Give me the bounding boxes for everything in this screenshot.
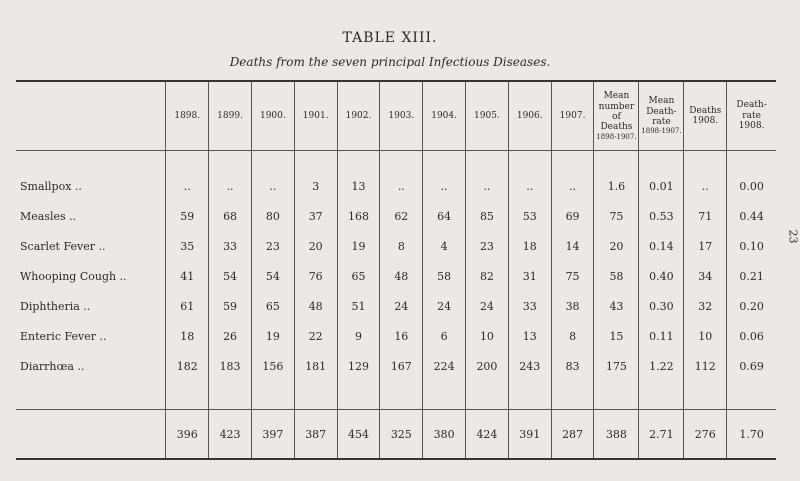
row-label: Enteric Fever .. [20,329,107,343]
table-cell: 20 [594,231,639,261]
total-cell: 1.70 [727,410,776,460]
table-cell: 0.21 [727,261,776,291]
table-cell: 76 [294,261,337,291]
table-cell: 75 [594,201,639,231]
table-cell: 0.01 [639,171,684,201]
header-cell: 1899. [209,81,252,151]
table-cell: 182 [166,351,209,381]
table-cell: 35 [166,231,209,261]
table-row [16,321,776,351]
header-cell: 1902. [337,81,380,151]
table-cell: 38 [551,291,594,321]
row-label: Diphtheria .. [20,299,91,313]
table-cell: 16 [380,321,423,351]
table-cell: 22 [294,321,337,351]
table-cell: 129 [337,351,380,381]
table-cell: 0.53 [639,201,684,231]
table-cell: 17 [684,231,727,261]
table-cell: 0.10 [727,231,776,261]
table-cell: 13 [508,321,551,351]
total-cell: 423 [209,410,252,460]
total-cell: 388 [594,410,639,460]
table-cell: 183 [209,351,252,381]
table-cell: 0.20 [727,291,776,321]
header-cell-sub: 1898-1907. [641,127,682,136]
header-cell: 1905. [466,81,509,151]
table-cell: 10 [684,321,727,351]
table-cell: 23 [251,231,294,261]
table-cell: 8 [551,321,594,351]
table-cell: 32 [684,291,727,321]
table-cell: 13 [337,171,380,201]
table-cell: 0.40 [639,261,684,291]
table-cell: 0.11 [639,321,684,351]
header-row [16,81,776,151]
header-cell: 1898. [166,81,209,151]
table-cell: 26 [209,321,252,351]
header-cell: 1904. [423,81,466,151]
table-cell: .. [380,171,423,201]
table-cell: 82 [466,261,509,291]
table-cell: 54 [251,261,294,291]
table-title: TABLE XIII. [342,30,438,46]
table-cell: 1.22 [639,351,684,381]
table-cell: 43 [594,291,639,321]
table-cell: 15 [594,321,639,351]
table-body [16,151,776,460]
table-cell: 6 [423,321,466,351]
total-cell: 397 [251,410,294,460]
table-cell: 1.6 [594,171,639,201]
table-cell: 18 [508,231,551,261]
table-cell: 200 [466,351,509,381]
table-cell: 75 [551,261,594,291]
table-cell: 0.69 [727,351,776,381]
page-number: 23 [786,229,800,244]
total-cell: 325 [380,410,423,460]
total-cell: 396 [166,410,209,460]
header-label-col [16,81,166,151]
table-cell: 9 [337,321,380,351]
table-cell: 48 [294,291,337,321]
header-cell-sub: 1898-1907. [596,132,637,141]
totals-row [16,410,776,460]
table-cell: 85 [466,201,509,231]
header-cell: 1903. [380,81,423,151]
table-cell: .. [684,171,727,201]
table-cell: 0.30 [639,291,684,321]
header-cell [594,81,639,151]
table-cell: 181 [294,351,337,381]
table-cell: 10 [466,321,509,351]
row-label: Whooping Cough .. [20,269,127,283]
table-cell: 224 [423,351,466,381]
table-cell: 8 [380,231,423,261]
table-cell: 69 [551,201,594,231]
table-cell: 68 [209,201,252,231]
table-cell: 156 [251,351,294,381]
table-cell: 53 [508,201,551,231]
totals-label [16,410,166,460]
table-cell: 71 [684,201,727,231]
deaths-table [16,80,776,460]
header-cell: 1907. [551,81,594,151]
header-cell: 1906. [508,81,551,151]
table-cell: 62 [380,201,423,231]
table-cell: 18 [166,321,209,351]
total-cell: 424 [466,410,509,460]
table-cell: .. [251,171,294,201]
table-cell: 14 [551,231,594,261]
table-cell: .. [166,171,209,201]
table-cell: 80 [251,201,294,231]
table-cell: 243 [508,351,551,381]
table-cell: 83 [551,351,594,381]
table-cell: 20 [294,231,337,261]
row-label: Measles .. [20,209,77,223]
table-cell: 33 [508,291,551,321]
header-cell-label: Mean number of Deaths [598,91,635,133]
table-cell: 0.14 [639,231,684,261]
table-cell: 59 [209,291,252,321]
total-cell: 387 [294,410,337,460]
table-cell: 59 [166,201,209,231]
table-cell: 41 [166,261,209,291]
table-cell: .. [423,171,466,201]
row-label: Diarrhœa .. [20,359,85,373]
table-cell: 58 [594,261,639,291]
table-cell: 3 [294,171,337,201]
table-cell: 175 [594,351,639,381]
table-cell: 23 [466,231,509,261]
header-cell-label: Mean Death-rate [646,96,677,128]
table-cell: 0.06 [727,321,776,351]
header-cell: Deaths 1908. [684,81,727,151]
header-cell [639,81,684,151]
total-cell: 287 [551,410,594,460]
row-label: Smallpox .. [20,179,82,193]
table-cell: 58 [423,261,466,291]
table-cell: 33 [209,231,252,261]
table-row [16,201,776,231]
table-row [16,291,776,321]
total-cell: 2.71 [639,410,684,460]
table-cell: .. [209,171,252,201]
table-subtitle: Deaths from the seven principal Infectious Diseases. [229,55,551,69]
table-cell: 61 [166,291,209,321]
table-cell: 0.44 [727,201,776,231]
table-cell: 168 [337,201,380,231]
table-cell: 24 [466,291,509,321]
table-row [16,231,776,261]
row-label: Scarlet Fever .. [20,239,106,253]
table-row [16,171,776,201]
table-cell: 65 [251,291,294,321]
total-cell: 380 [423,410,466,460]
table-cell: 24 [380,291,423,321]
table-row [16,261,776,291]
table-cell: 0.00 [727,171,776,201]
table-cell: 19 [337,231,380,261]
table-cell: 64 [423,201,466,231]
total-cell: 454 [337,410,380,460]
table-cell: .. [508,171,551,201]
table-cell: .. [551,171,594,201]
table-cell: .. [466,171,509,201]
table-cell: 167 [380,351,423,381]
table-cell: 4 [423,231,466,261]
total-cell: 276 [684,410,727,460]
table-cell: 31 [508,261,551,291]
table-cell: 51 [337,291,380,321]
header-cell: Death-rate 1908. [727,81,776,151]
header-cell: 1900. [251,81,294,151]
table-cell: 65 [337,261,380,291]
table-cell: 112 [684,351,727,381]
table-cell: 48 [380,261,423,291]
table-cell: 34 [684,261,727,291]
total-cell: 391 [508,410,551,460]
header-cell: 1901. [294,81,337,151]
table-row [16,351,776,381]
table-cell: 37 [294,201,337,231]
table-cell: 19 [251,321,294,351]
table-cell: 24 [423,291,466,321]
table-cell: 54 [209,261,252,291]
